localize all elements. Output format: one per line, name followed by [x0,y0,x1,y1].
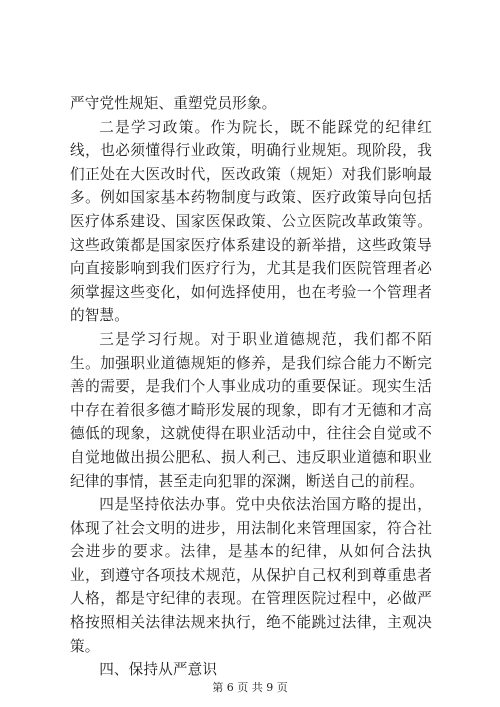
paragraph-1: 严守党性规矩、重塑党员形象。 [70,95,277,112]
page-number-footer: 第 6 页 共 9 页 [212,681,288,694]
paragraph-3: 三是学习行规。对于职业道德规范，我们都不陌生。加强职业道德规矩的修养，是我们综合能力不断完善的需要，是我们个人事业成功的重要保证。现实生活中存在着很多德才畸形发展的现象，即有才无德和才高德低的现象，这就使得在职业活动中，往往会自觉或不自觉地做出损公肥私、损人利己、违反职业道德和职业纪律的事情，甚至走向犯罪的深渊，断送自己的前程。 [70,330,432,490]
body-text [70,92,432,682]
section-heading: 四、保持从严意识 [99,661,218,679]
paragraph-2: 二是学习政策。作为院长，既不能踩党的纪律红线，也必须懂得行业政策，明确行业规矩。现阶段，我们正处在大医改时代，医改政策（规矩）对我们影响最多。例如国家基本药物制度与政策、医疗政策导向包括医疗体系建设、国家医保政策、公立医院改革政策等。这些政策都是国家医疗体系建设的新举措，这些政策导向直接影响到我们医疗行为，尤其是我们医院管理者必须掌握这些变化，如何选择使用，也在考验一个管理者的智慧。 [70,118,432,325]
paragraph-4: 四是坚持依法办事。党中央依法治国方略的提出，体现了社会文明的进步，用法制化来管理国家，符合社会进步的要求。法律，是基本的纪律，从如何合法执业，到遵守各项技术规范，从保护自己权利到尊重患者人格，都是守纪律的表现。在管理医院过程中，必做严格按照相关法律法规来执行，绝不能跳过法律，主观决策。 [70,496,432,655]
